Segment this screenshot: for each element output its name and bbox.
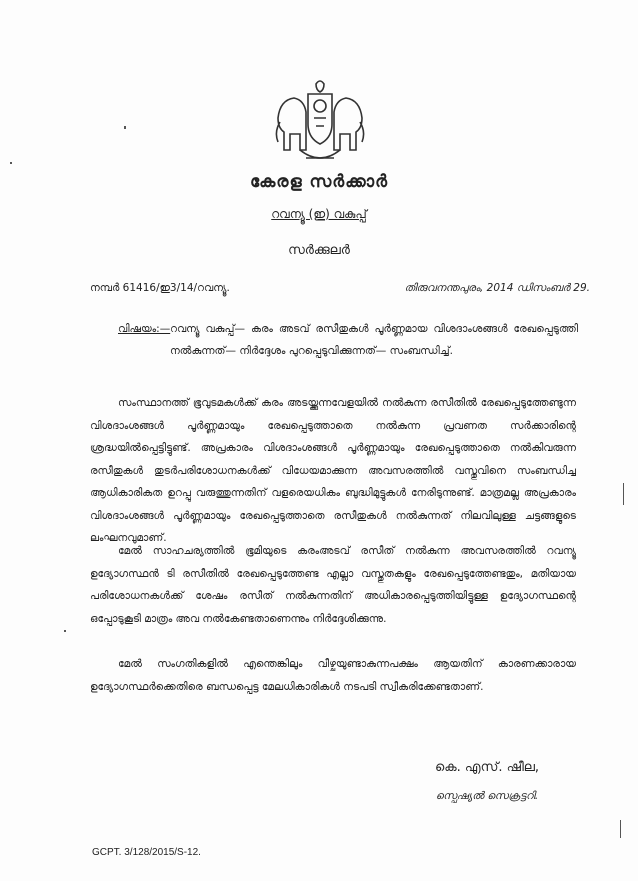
scan-mark (64, 630, 66, 632)
body-paragraph-2: മേൽ സാഹചര്യത്തിൽ ഭൂമിയുടെ കരംഅടവ് രസീത് നൽകുന്ന അവസരത്തിൽ റവന്യൂ ഉദ്യോഗസ്ഥൻ ടി രസീതിൽ രേഖപ്പെടുത്തേണ്ട എല്ലാ വസ്തുതകളും രേഖപ്പെടുത്തേണ്ടതും, മതിയായ പരിശോധനകൾക്ക് ശേഷം രസീത് നൽകുന്നതിന് അധികാരപ്പെടുത്തിയിട്ടുള്ള ഉദ്യോഗസ്ഥന്റെ ഒപ്പോടുകൂടി മാത്രം അവ നൽകേണ്ടതാണെന്നും നിർദ്ദേശിക്കുന്നു. (90, 545, 576, 625)
body-paragraph-3: മേൽ സംഗതികളിൽ എന്തെങ്കിലും വീഴ്ചയുണ്ടാകുന്നപക്ഷം ആയതിന് കാരണക്കാരായ ഉദ്യോഗസ്ഥർക്കെതിരെ ബന്ധപ്പെട്ട മേലധികാരികൾ നടപടി സ്വീകരിക്കേണ്ടതാണ്. (90, 658, 576, 693)
subject-block (118, 318, 578, 362)
state-emblem (270, 78, 370, 168)
scan-mark (620, 820, 621, 838)
subject-label: വിഷയം:— (118, 323, 171, 335)
signatory-designation: സ്പെഷ്യൽ സെക്രട്ടറി. (435, 790, 539, 802)
place-date: തിരുവനന്തപുരം, 2014 ഡിസംബർ 29. (404, 282, 590, 294)
scan-mark (10, 162, 12, 164)
signatory-name: കെ. എസ്. ഷീല, (434, 760, 540, 775)
department-name: റവന്യൂ (ഇ) വകുപ്പ് (271, 207, 367, 221)
scan-mark (623, 483, 624, 505)
print-code: GCPT. 3/128/2015/S-12. (92, 847, 201, 858)
government-title: കേരള സർക്കാർ (249, 172, 389, 192)
document-type: സർക്കുലർ (288, 243, 350, 258)
subject-text: റവന്യൂ വകുപ്പ്— കരം അടവ് രസീതുകൾ പൂർണ്ണമായ വിശദാംശങ്ങൾ രേഖപ്പെടുത്തി നൽകുന്നത്— നിർദ്ദേശം പുറപ്പെടുവിക്കുന്നത്— സംബന്ധിച്ച്. (170, 323, 578, 357)
body-paragraph-1: സംസ്ഥാനത്ത് ഭൂവുടമകൾക്ക് കരം അടയ്ക്കുന്നവേളയിൽ നൽകുന്ന രസീതിൽ രേഖപ്പെടുത്തേണ്ടുന്ന വിശദാംശങ്ങൾ പൂർണ്ണമായും രേഖപ്പെടുത്താതെ നൽകുന്ന പ്രവണത സർക്കാരിന്റെ ശ്രദ്ധയിൽപ്പെട്ടിട്ടുണ്ട്. അപ്രകാരം വിശദാംശങ്ങൾ പൂർണ്ണമായും രേഖപ്പെടുത്താതെ നൽകിവരുന്ന രസീതുകൾ തുടർപരിശോധനകൾക്ക് വിധേയമാക്കുന്ന അവസരത്തിൽ വസ്തുവിനെ സംബന്ധിച്ച ആധികാരികത ഉറപ്പു വരുത്തുന്നതിന് വളരെയധികം ബുദ്ധിമുട്ടുകൾ നേരിടുന്നുണ്ട്. മാത്രമല്ല അപ്രകാരം വിശദാംശങ്ങൾ പൂർണ്ണമായും രേഖപ്പെടുത്താതെ രസീതുകൾ നൽകുന്നത് നിലവിലുള്ള ചട്ടങ്ങളുടെ ലംഘനവുമാണ്. (90, 397, 576, 544)
circular-number: നമ്പർ 61416/ഇ3/14/റവന്യൂ. (90, 282, 230, 294)
scan-mark (124, 126, 126, 129)
